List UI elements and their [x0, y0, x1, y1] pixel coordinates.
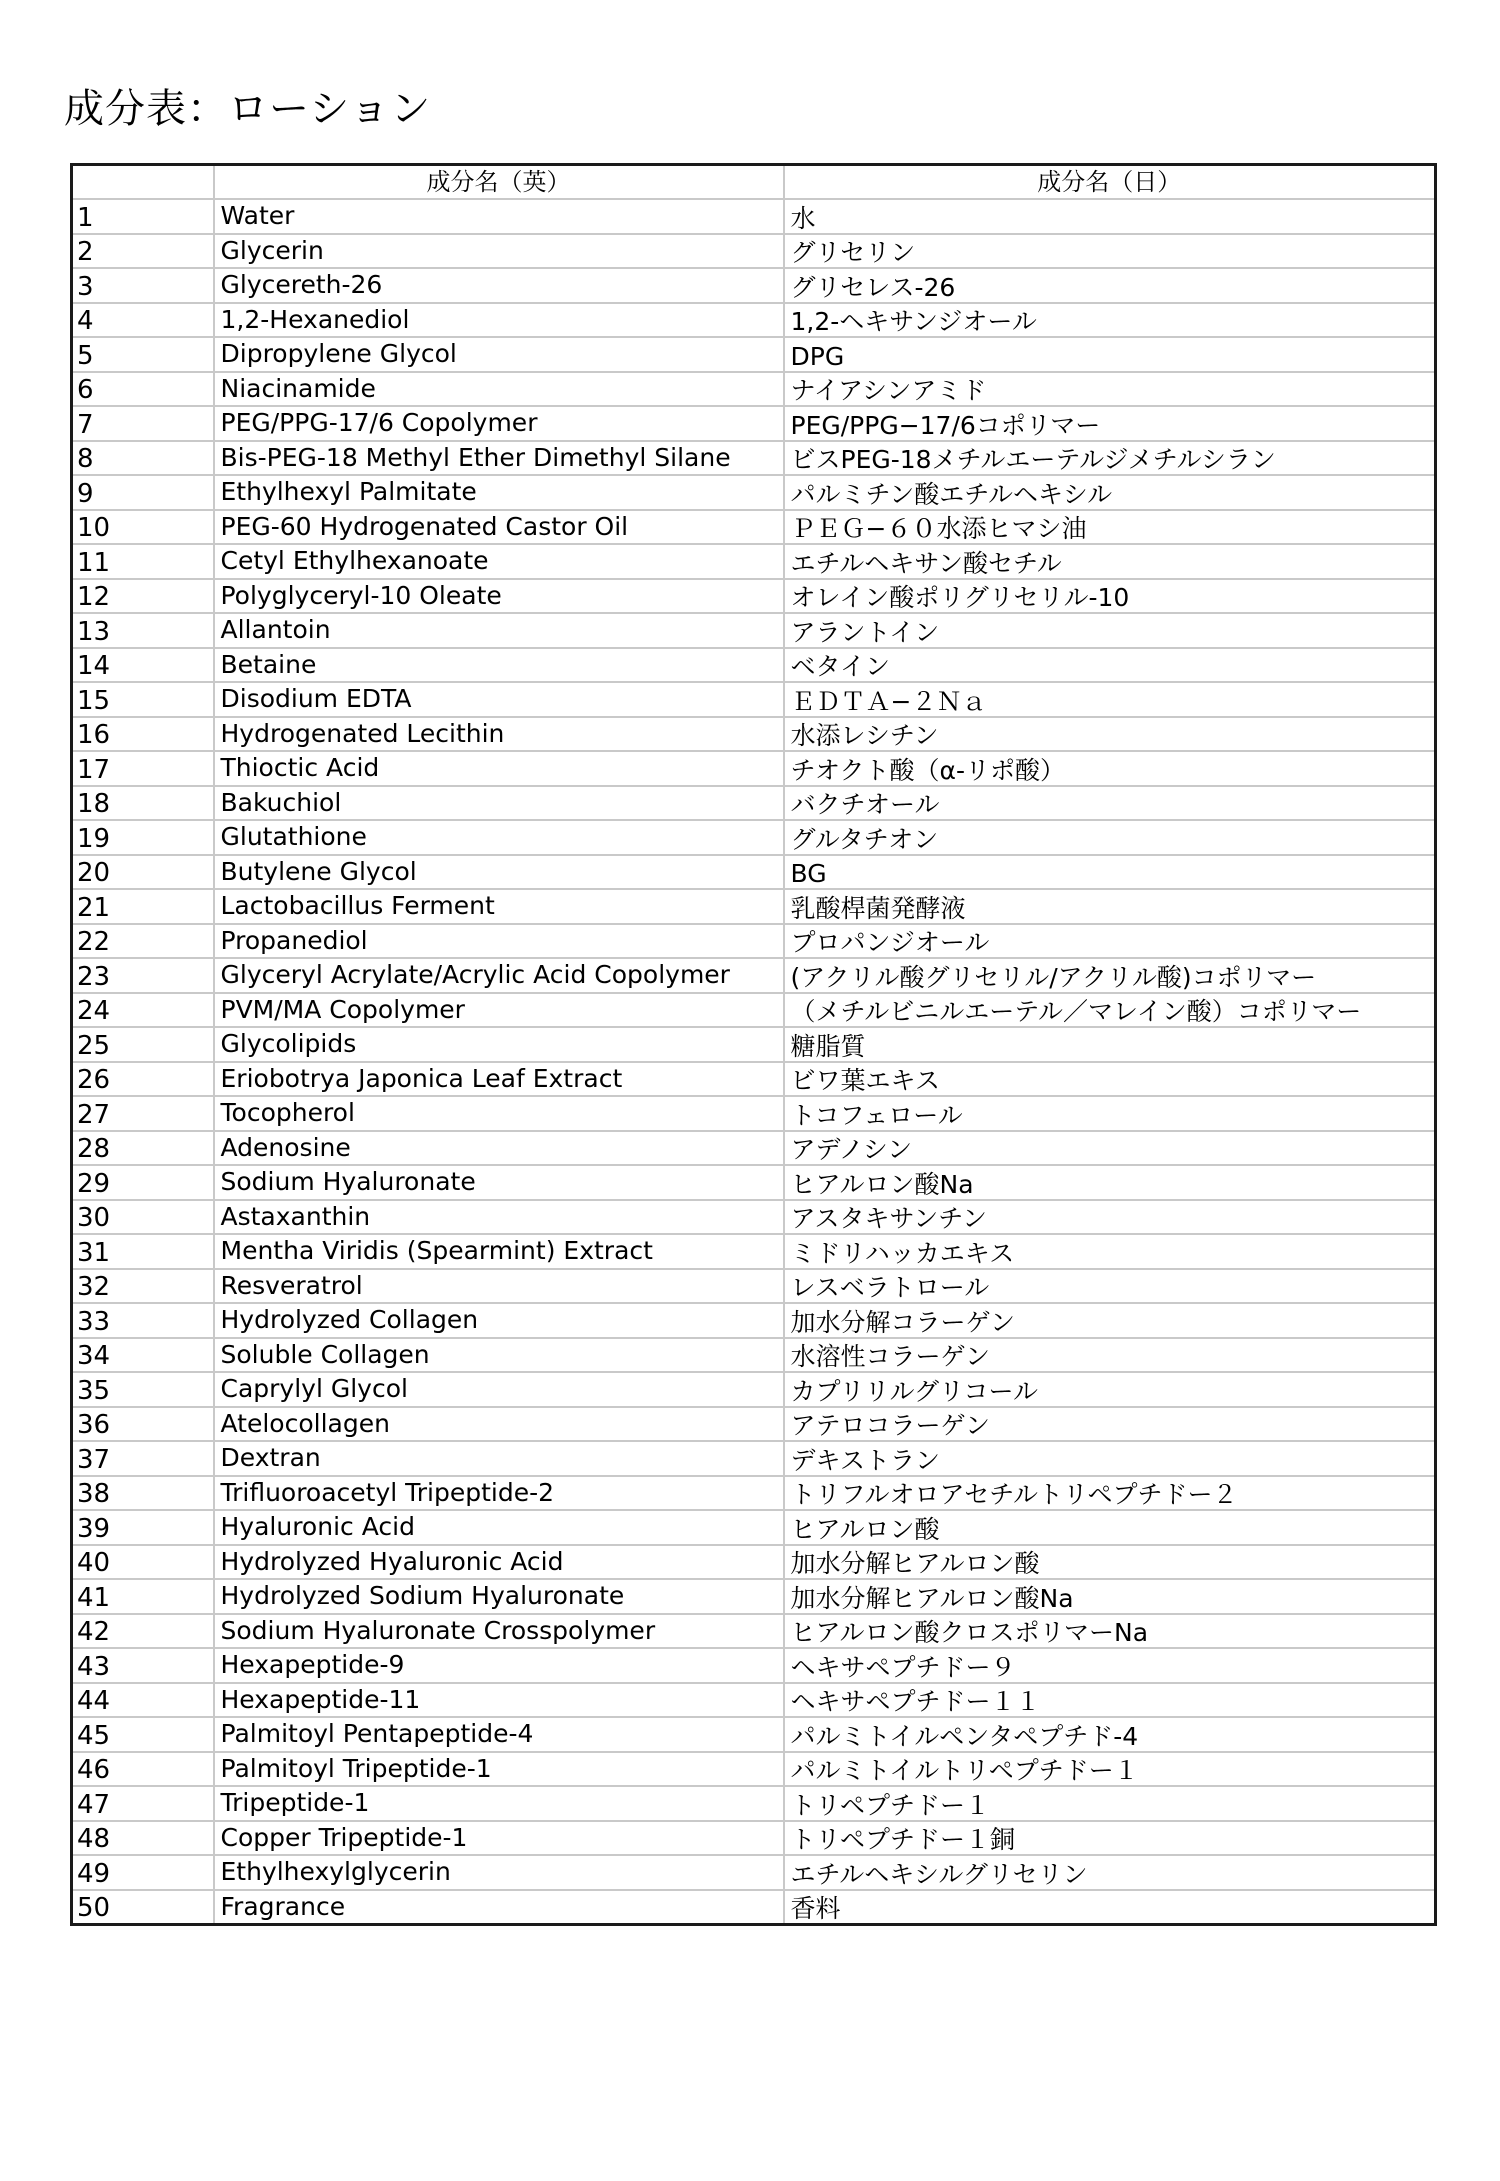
ingredient-name-english: Glyceryl Acrylate/Acrylic Acid Copolymer — [214, 958, 784, 993]
ingredient-name-english: Caprylyl Glycol — [214, 1372, 784, 1407]
ingredient-name-japanese: アデノシン — [784, 1131, 1436, 1166]
ingredient-name-japanese: パルミトイルペンタペプチド-4 — [784, 1717, 1436, 1752]
ingredient-name-english: Hexapeptide-11 — [214, 1683, 784, 1718]
ingredient-name-japanese: グルタチオン — [784, 820, 1436, 855]
ingredient-name-english: Butylene Glycol — [214, 855, 784, 890]
ingredient-number: 6 — [72, 372, 214, 407]
ingredient-name-english: PEG/PPG-17/6 Copolymer — [214, 406, 784, 441]
ingredient-name-english: Hyaluronic Acid — [214, 1510, 784, 1545]
ingredient-number: 36 — [72, 1407, 214, 1442]
ingredient-number: 48 — [72, 1821, 214, 1856]
table-row — [72, 1614, 1436, 1649]
ingredient-name-english: Disodium EDTA — [214, 682, 784, 717]
header-japanese-name: 成分名（日） — [784, 165, 1436, 200]
table-row — [72, 510, 1436, 545]
ingredient-name-japanese: 加水分解ヒアルロン酸Na — [784, 1579, 1436, 1614]
ingredient-name-english: Palmitoyl Pentapeptide-4 — [214, 1717, 784, 1752]
ingredient-name-english: Betaine — [214, 648, 784, 683]
ingredient-name-english: Atelocollagen — [214, 1407, 784, 1442]
table-row — [72, 751, 1436, 786]
table-row — [72, 1407, 1436, 1442]
ingredient-number: 26 — [72, 1062, 214, 1097]
table-row — [72, 1648, 1436, 1683]
ingredient-name-japanese: レスベラトロール — [784, 1269, 1436, 1304]
ingredient-number: 34 — [72, 1338, 214, 1373]
ingredient-name-japanese: ＥＤＴＡ−２Ｎａ — [784, 682, 1436, 717]
ingredient-number: 9 — [72, 475, 214, 510]
table-row — [72, 786, 1436, 821]
ingredient-name-japanese: パルミトイルトリペプチドー１ — [784, 1752, 1436, 1787]
ingredient-name-english: Ethylhexyl Palmitate — [214, 475, 784, 510]
ingredient-name-japanese: 加水分解ヒアルロン酸 — [784, 1545, 1436, 1580]
ingredient-number: 30 — [72, 1200, 214, 1235]
ingredient-name-english: Niacinamide — [214, 372, 784, 407]
table-row — [72, 303, 1436, 338]
ingredient-name-english: Bakuchiol — [214, 786, 784, 821]
ingredient-number: 39 — [72, 1510, 214, 1545]
ingredient-name-english: Hexapeptide-9 — [214, 1648, 784, 1683]
ingredient-name-japanese: ヒアルロン酸クロスポリマーNa — [784, 1614, 1436, 1649]
table-row — [72, 268, 1436, 303]
table-row — [72, 1579, 1436, 1614]
ingredient-number: 19 — [72, 820, 214, 855]
ingredient-number: 11 — [72, 544, 214, 579]
ingredient-number: 40 — [72, 1545, 214, 1580]
ingredient-number: 12 — [72, 579, 214, 614]
ingredient-name-japanese: 水溶性コラーゲン — [784, 1338, 1436, 1373]
ingredient-name-english: Hydrolyzed Collagen — [214, 1303, 784, 1338]
ingredient-name-english: Sodium Hyaluronate — [214, 1165, 784, 1200]
ingredient-number: 13 — [72, 613, 214, 648]
table-row — [72, 1510, 1436, 1545]
table-row — [72, 406, 1436, 441]
table-row — [72, 1062, 1436, 1097]
ingredient-name-japanese: アスタキサンチン — [784, 1200, 1436, 1235]
ingredient-number: 22 — [72, 924, 214, 959]
table-row — [72, 1821, 1436, 1856]
table-row — [72, 958, 1436, 993]
ingredient-name-english: Glycolipids — [214, 1027, 784, 1062]
ingredient-rows — [72, 199, 1436, 1924]
ingredient-name-english: Astaxanthin — [214, 1200, 784, 1235]
ingredient-number: 27 — [72, 1096, 214, 1131]
ingredient-name-english: PVM/MA Copolymer — [214, 993, 784, 1028]
ingredient-number: 16 — [72, 717, 214, 752]
ingredient-name-english: Ethylhexylglycerin — [214, 1855, 784, 1890]
ingredient-name-japanese: 糖脂質 — [784, 1027, 1436, 1062]
ingredient-name-japanese: ヒアルロン酸 — [784, 1510, 1436, 1545]
ingredient-name-japanese: ヘキサペプチドー９ — [784, 1648, 1436, 1683]
ingredient-name-english: Allantoin — [214, 613, 784, 648]
ingredient-name-japanese: BG — [784, 855, 1436, 890]
ingredient-name-english: Sodium Hyaluronate Crosspolymer — [214, 1614, 784, 1649]
table-row — [72, 993, 1436, 1028]
ingredient-name-english: Propanediol — [214, 924, 784, 959]
table-row — [72, 682, 1436, 717]
ingredient-name-english: Resveratrol — [214, 1269, 784, 1304]
ingredient-number: 14 — [72, 648, 214, 683]
table-row — [72, 1269, 1436, 1304]
ingredient-name-japanese: ヒアルロン酸Na — [784, 1165, 1436, 1200]
table-row — [72, 372, 1436, 407]
ingredient-name-english: Trifluoroacetyl Tripeptide-2 — [214, 1476, 784, 1511]
table-row — [72, 1372, 1436, 1407]
table-row — [72, 1717, 1436, 1752]
ingredient-number: 47 — [72, 1786, 214, 1821]
ingredient-number: 24 — [72, 993, 214, 1028]
ingredient-name-japanese: PEG/PPG−17/6コポリマー — [784, 406, 1436, 441]
ingredient-name-japanese: ナイアシンアミド — [784, 372, 1436, 407]
ingredient-number: 32 — [72, 1269, 214, 1304]
ingredient-number: 3 — [72, 268, 214, 303]
table-row — [72, 648, 1436, 683]
ingredient-name-japanese: オレイン酸ポリグリセリル-10 — [784, 579, 1436, 614]
table-row — [72, 1027, 1436, 1062]
table-row — [72, 475, 1436, 510]
ingredient-number: 49 — [72, 1855, 214, 1890]
table-row — [72, 1855, 1436, 1890]
table-row — [72, 1131, 1436, 1166]
ingredient-name-english: Glycereth-26 — [214, 268, 784, 303]
table-row — [72, 1683, 1436, 1718]
ingredient-name-japanese: パルミチン酸エチルヘキシル — [784, 475, 1436, 510]
ingredient-name-english: Tocopherol — [214, 1096, 784, 1131]
ingredient-name-english: Eriobotrya Japonica Leaf Extract — [214, 1062, 784, 1097]
ingredient-name-english: PEG-60 Hydrogenated Castor Oil — [214, 510, 784, 545]
header-number — [72, 165, 214, 200]
ingredient-name-japanese: グリセレス-26 — [784, 268, 1436, 303]
ingredient-name-japanese: グリセリン — [784, 234, 1436, 269]
ingredient-number: 35 — [72, 1372, 214, 1407]
ingredient-number: 23 — [72, 958, 214, 993]
ingredient-number: 43 — [72, 1648, 214, 1683]
ingredient-name-japanese: (アクリル酸グリセリル/アクリル酸)コポリマー — [784, 958, 1436, 993]
ingredient-name-english: Polyglyceryl-10 Oleate — [214, 579, 784, 614]
ingredient-number: 15 — [72, 682, 214, 717]
ingredient-name-english: Bis-PEG-18 Methyl Ether Dimethyl Silane — [214, 441, 784, 476]
table-row — [72, 234, 1436, 269]
ingredient-name-japanese: ＰＥＧ−６０水添ヒマシ油 — [784, 510, 1436, 545]
ingredient-name-english: Dipropylene Glycol — [214, 337, 784, 372]
ingredient-number: 10 — [72, 510, 214, 545]
table-row — [72, 579, 1436, 614]
ingredient-name-japanese: 水 — [784, 199, 1436, 234]
table-row — [72, 1096, 1436, 1131]
ingredient-name-japanese: ベタイン — [784, 648, 1436, 683]
ingredient-number: 21 — [72, 889, 214, 924]
ingredient-name-english: Cetyl Ethylhexanoate — [214, 544, 784, 579]
table-row — [72, 544, 1436, 579]
ingredient-name-japanese: デキストラン — [784, 1441, 1436, 1476]
table-row — [72, 820, 1436, 855]
ingredient-number: 7 — [72, 406, 214, 441]
table-row — [72, 1890, 1436, 1925]
ingredient-name-english: Adenosine — [214, 1131, 784, 1166]
ingredient-name-english: Dextran — [214, 1441, 784, 1476]
ingredient-name-english: Copper Tripeptide-1 — [214, 1821, 784, 1856]
table-row — [72, 1234, 1436, 1269]
ingredient-name-english: Glutathione — [214, 820, 784, 855]
ingredient-name-japanese: ミドリハッカエキス — [784, 1234, 1436, 1269]
ingredient-name-english: Mentha Viridis (Spearmint) Extract — [214, 1234, 784, 1269]
ingredient-name-english: Glycerin — [214, 234, 784, 269]
ingredient-name-japanese: アラントイン — [784, 613, 1436, 648]
ingredient-number: 45 — [72, 1717, 214, 1752]
ingredient-number: 46 — [72, 1752, 214, 1787]
table-row — [72, 1441, 1436, 1476]
ingredient-number: 2 — [72, 234, 214, 269]
ingredient-number: 31 — [72, 1234, 214, 1269]
ingredient-number: 20 — [72, 855, 214, 890]
table-row — [72, 441, 1436, 476]
ingredient-name-japanese: トコフェロール — [784, 1096, 1436, 1131]
table-row — [72, 1786, 1436, 1821]
table-row — [72, 337, 1436, 372]
ingredient-number: 25 — [72, 1027, 214, 1062]
ingredient-name-japanese: エチルヘキシルグリセリン — [784, 1855, 1436, 1890]
ingredient-name-english: Soluble Collagen — [214, 1338, 784, 1373]
ingredient-name-english: 1,2-Hexanediol — [214, 303, 784, 338]
table-row — [72, 1476, 1436, 1511]
ingredient-name-english: Lactobacillus Ferment — [214, 889, 784, 924]
ingredient-name-japanese: ビワ葉エキス — [784, 1062, 1436, 1097]
table-row — [72, 613, 1436, 648]
ingredient-number: 18 — [72, 786, 214, 821]
table-row — [72, 1545, 1436, 1580]
table-row — [72, 924, 1436, 959]
ingredient-name-japanese: エチルヘキサン酸セチル — [784, 544, 1436, 579]
table-row — [72, 1338, 1436, 1373]
ingredient-name-japanese: トリペプチドー１銅 — [784, 1821, 1436, 1856]
page-title: 成分表：ローション — [64, 86, 432, 132]
header-english-name: 成分名（英） — [214, 165, 784, 200]
ingredient-name-english: Hydrolyzed Hyaluronic Acid — [214, 1545, 784, 1580]
table-row — [72, 1752, 1436, 1787]
ingredient-name-english: Tripeptide-1 — [214, 1786, 784, 1821]
ingredient-name-japanese: 乳酸桿菌発酵液 — [784, 889, 1436, 924]
ingredient-name-english: Hydrolyzed Sodium Hyaluronate — [214, 1579, 784, 1614]
ingredient-name-english: Thioctic Acid — [214, 751, 784, 786]
table-row — [72, 1200, 1436, 1235]
ingredient-name-japanese: トリペプチドー１ — [784, 1786, 1436, 1821]
ingredient-number: 17 — [72, 751, 214, 786]
ingredient-name-japanese: 1,2-ヘキサンジオール — [784, 303, 1436, 338]
ingredient-number: 50 — [72, 1890, 214, 1925]
ingredient-number: 37 — [72, 1441, 214, 1476]
ingredient-number: 28 — [72, 1131, 214, 1166]
ingredient-name-japanese: （メチルビニルエーテル／マレイン酸）コポリマー — [784, 993, 1436, 1028]
table-row — [72, 1303, 1436, 1338]
ingredient-number: 29 — [72, 1165, 214, 1200]
ingredient-number: 1 — [72, 199, 214, 234]
table-row — [72, 717, 1436, 752]
ingredient-number: 4 — [72, 303, 214, 338]
ingredient-table — [70, 163, 1437, 1926]
table-row — [72, 889, 1436, 924]
ingredient-name-japanese: 水添レシチン — [784, 717, 1436, 752]
ingredient-number: 44 — [72, 1683, 214, 1718]
ingredient-name-japanese: トリフルオロアセチルトリペプチドー２ — [784, 1476, 1436, 1511]
ingredient-name-japanese: プロパンジオール — [784, 924, 1436, 959]
ingredient-number: 42 — [72, 1614, 214, 1649]
table-row — [72, 1165, 1436, 1200]
ingredient-number: 5 — [72, 337, 214, 372]
ingredient-name-japanese: DPG — [784, 337, 1436, 372]
ingredient-name-japanese: 香料 — [784, 1890, 1436, 1925]
table-row — [72, 199, 1436, 234]
ingredient-number: 38 — [72, 1476, 214, 1511]
ingredient-name-japanese: バクチオール — [784, 786, 1436, 821]
ingredient-name-japanese: カプリリルグリコール — [784, 1372, 1436, 1407]
ingredient-name-english: Palmitoyl Tripeptide-1 — [214, 1752, 784, 1787]
ingredient-number: 41 — [72, 1579, 214, 1614]
ingredient-number: 33 — [72, 1303, 214, 1338]
ingredient-name-japanese: ヘキサペプチドー１１ — [784, 1683, 1436, 1718]
ingredient-name-english: Water — [214, 199, 784, 234]
table-row — [72, 855, 1436, 890]
table-header-row — [72, 165, 1436, 200]
ingredient-name-english: Hydrogenated Lecithin — [214, 717, 784, 752]
ingredient-name-japanese: ビスPEG-18メチルエーテルジメチルシラン — [784, 441, 1436, 476]
ingredient-name-japanese: チオクト酸（α-リポ酸） — [784, 751, 1436, 786]
ingredient-name-japanese: 加水分解コラーゲン — [784, 1303, 1436, 1338]
ingredient-number: 8 — [72, 441, 214, 476]
ingredient-name-japanese: アテロコラーゲン — [784, 1407, 1436, 1442]
ingredient-name-english: Fragrance — [214, 1890, 784, 1925]
